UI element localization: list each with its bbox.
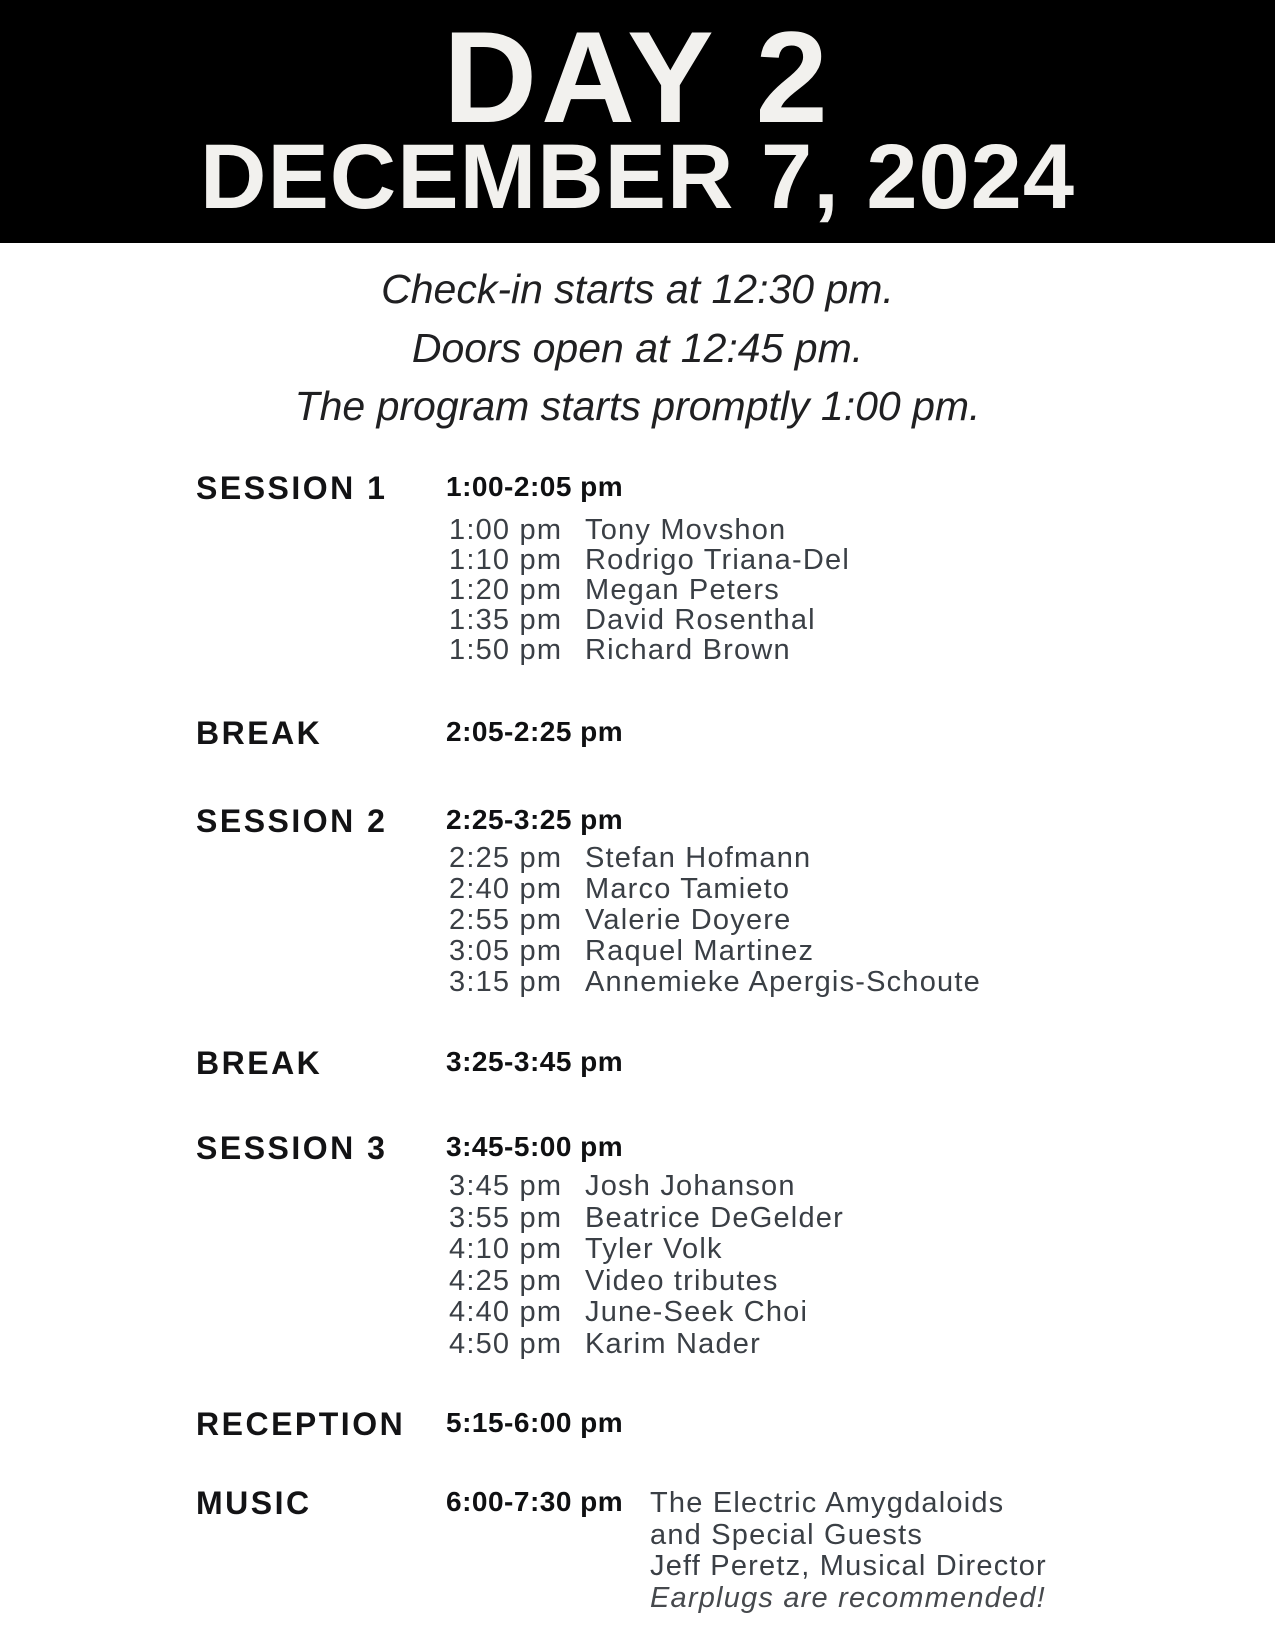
speaker-name: Josh Johanson (585, 1170, 796, 1202)
talk-time: 3:55 pm (449, 1201, 563, 1234)
speaker-name: Valerie Doyere (585, 904, 792, 936)
talk-time: 1:50 pm (449, 634, 563, 666)
talk-time: 1:00 pm (449, 514, 563, 546)
section-time-range: 3:25-3:45 pm (446, 1046, 624, 1077)
agenda-row (446, 843, 981, 874)
day-title: DAY 2 (443, 4, 832, 150)
talk-time: 1:20 pm (449, 574, 563, 606)
agenda-row (446, 967, 981, 998)
speaker-name: Annemieke Apergis-Schoute (585, 966, 981, 998)
section-label: RECEPTION (196, 1406, 406, 1442)
agenda-items (446, 515, 850, 665)
music-details (650, 1488, 1047, 1614)
talk-time: 1:10 pm (449, 544, 563, 576)
intro-line-doors: Doors open at 12:45 pm. (411, 324, 864, 371)
intro-line-program: The program starts promptly 1:00 pm. (294, 383, 981, 429)
section-label: BREAK (196, 1045, 323, 1081)
talk-time: 2:25 pm (449, 842, 563, 874)
speaker-name: Tyler Volk (585, 1233, 723, 1265)
intro-line-checkin: Check-in starts at 12:30 pm. (381, 266, 894, 312)
talk-time: 3:15 pm (449, 966, 563, 998)
talk-time: 4:10 pm (449, 1233, 563, 1265)
agenda-row (446, 1266, 844, 1298)
agenda-row (446, 874, 981, 905)
section-label: SESSION 2 (196, 803, 388, 839)
talk-time: 4:25 pm (449, 1264, 563, 1297)
agenda-row (446, 905, 981, 936)
talk-time: 3:05 pm (449, 935, 563, 967)
section-label: BREAK (196, 715, 323, 751)
section-label: SESSION 1 (196, 470, 388, 506)
agenda-row (446, 545, 850, 575)
section-label: MUSIC (196, 1485, 312, 1521)
talk-time: 2:55 pm (449, 904, 563, 936)
band-name: The Electric Amygdaloids (650, 1487, 1005, 1519)
banner (0, 0, 1275, 243)
speaker-name: David Rosenthal (585, 604, 816, 636)
agenda-row (446, 515, 850, 545)
agenda-items (446, 843, 981, 998)
speaker-name: Stefan Hofmann (585, 842, 812, 874)
agenda-row (446, 1329, 844, 1361)
date-subtitle: DECEMBER 7, 2024 (200, 126, 1075, 228)
section-time-range: 2:05-2:25 pm (446, 716, 624, 747)
agenda-row (446, 1171, 844, 1203)
talk-time: 4:40 pm (449, 1296, 563, 1328)
speaker-name: Rodrigo Triana-Del (585, 544, 850, 576)
agenda-row (446, 635, 850, 665)
intro-notes (0, 260, 1275, 436)
talk-time: 4:50 pm (449, 1327, 563, 1360)
speaker-name: Beatrice DeGelder (585, 1201, 844, 1234)
section-time-range: 2:25-3:25 pm (446, 804, 624, 835)
speaker-name: June-Seek Choi (585, 1296, 809, 1328)
band-guests: and Special Guests (650, 1518, 924, 1551)
agenda-items (446, 1171, 844, 1360)
speaker-name: Megan Peters (585, 574, 780, 606)
agenda-row (446, 936, 981, 967)
section-time-range: 1:00-2:05 pm (446, 471, 624, 502)
section-time-range: 5:15-6:00 pm (446, 1407, 624, 1438)
section-time-range: 3:45-5:00 pm (446, 1131, 624, 1162)
talk-time: 1:35 pm (449, 604, 563, 636)
agenda-row (446, 1203, 844, 1235)
speaker-name: Marco Tamieto (585, 873, 791, 905)
agenda-row (446, 1297, 844, 1329)
speaker-name: Tony Movshon (585, 514, 787, 546)
section-label: SESSION 3 (196, 1130, 388, 1166)
talk-time: 3:45 pm (449, 1170, 563, 1202)
earplugs-note: Earplugs are recommended! (650, 1581, 1046, 1614)
agenda-row (446, 575, 850, 605)
event-name: Video tributes (585, 1264, 779, 1297)
speaker-name: Raquel Martinez (585, 935, 815, 967)
agenda-row (446, 1234, 844, 1266)
talk-time: 2:40 pm (449, 873, 563, 905)
musical-director: Jeff Peretz, Musical Director (650, 1550, 1047, 1582)
section-time-range: 6:00-7:30 pm (446, 1486, 624, 1517)
speaker-name: Richard Brown (585, 634, 791, 666)
speaker-name: Karim Nader (585, 1327, 761, 1360)
agenda-row (446, 605, 850, 635)
